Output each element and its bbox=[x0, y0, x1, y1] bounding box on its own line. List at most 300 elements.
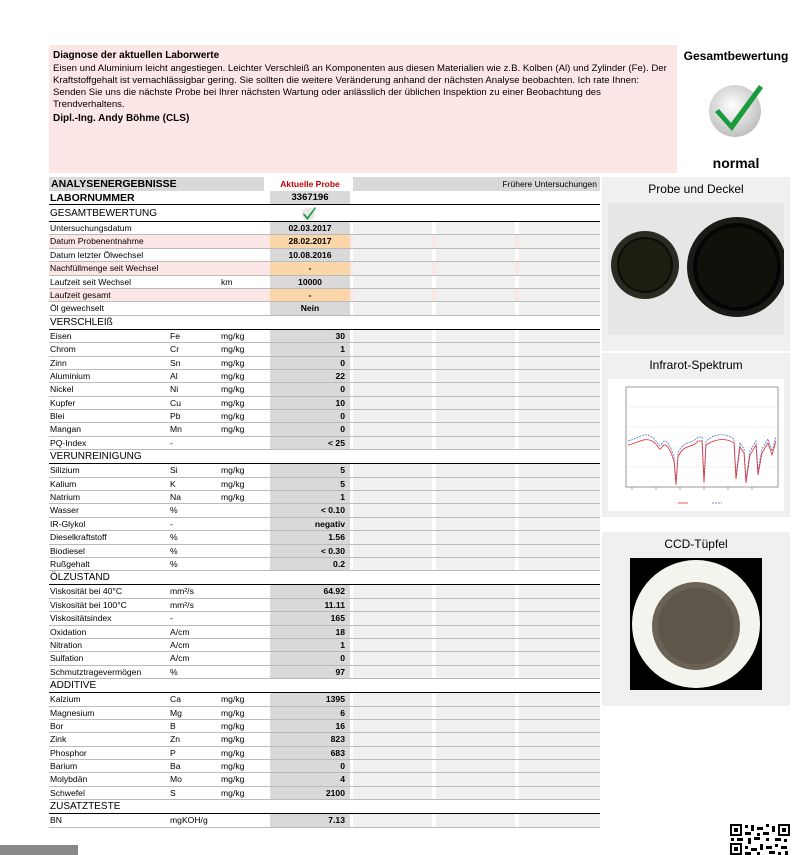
row-value: 7.13 bbox=[270, 814, 350, 826]
section-header bbox=[49, 571, 600, 585]
previous-value-2 bbox=[436, 357, 515, 369]
row-name: Kupfer bbox=[50, 397, 76, 408]
row-unit bbox=[221, 518, 269, 530]
previous-value-3 bbox=[519, 343, 600, 355]
overall-label: GESAMTBEWERTUNG bbox=[50, 208, 158, 219]
previous-value-3 bbox=[519, 787, 600, 799]
table-row bbox=[49, 639, 600, 652]
previous-value-2 bbox=[436, 343, 515, 355]
previous-value-3 bbox=[519, 478, 600, 490]
row-unit: mg/kg bbox=[221, 330, 245, 341]
row-unit: mg/kg bbox=[221, 720, 245, 731]
previous-value-1 bbox=[353, 464, 432, 476]
table-row bbox=[49, 585, 600, 598]
lab-number-row bbox=[49, 191, 600, 205]
previous-value-1 bbox=[353, 330, 432, 342]
row-symbol: Ba bbox=[170, 761, 181, 772]
previous-value-2 bbox=[436, 222, 515, 234]
previous-value-3 bbox=[519, 693, 600, 705]
previous-value-2 bbox=[436, 249, 515, 261]
row-symbol: Zn bbox=[170, 734, 181, 745]
previous-value-1 bbox=[353, 545, 432, 557]
row-name: Phosphor bbox=[50, 747, 87, 758]
row-value: 6 bbox=[270, 707, 350, 719]
row-unit bbox=[221, 612, 269, 624]
row-symbol: % bbox=[170, 505, 178, 516]
row-symbol: Fe bbox=[170, 330, 181, 341]
table-row bbox=[49, 410, 600, 423]
ccd-panel-title: CCD-Tüpfel bbox=[664, 537, 728, 551]
row-value: 0 bbox=[270, 383, 350, 395]
section-header bbox=[49, 679, 600, 693]
row-name: Nitration bbox=[50, 639, 82, 650]
previous-value-1 bbox=[353, 276, 432, 288]
table-row bbox=[49, 330, 600, 343]
previous-value-2 bbox=[436, 720, 515, 732]
row-name: Blei bbox=[50, 411, 65, 422]
previous-value-2 bbox=[436, 814, 515, 826]
row-value: - bbox=[270, 262, 350, 274]
info-row bbox=[49, 262, 600, 275]
row-symbol: - bbox=[170, 437, 173, 448]
previous-value-3 bbox=[519, 720, 600, 732]
row-unit: mg/kg bbox=[221, 424, 245, 435]
previous-value-2 bbox=[436, 478, 515, 490]
sample-panel-title: Probe und Deckel bbox=[648, 182, 744, 196]
row-value: 2100 bbox=[270, 787, 350, 799]
previous-value-3 bbox=[519, 558, 600, 570]
table-row bbox=[49, 437, 600, 450]
row-unit: mg/kg bbox=[221, 747, 245, 758]
row-name: Zinn bbox=[50, 357, 67, 368]
row-name: Wasser bbox=[50, 505, 79, 516]
previous-value-3 bbox=[519, 666, 600, 678]
row-value: 1 bbox=[270, 491, 350, 503]
previous-value-2 bbox=[436, 733, 515, 745]
row-symbol: mgKOH/g bbox=[170, 815, 208, 826]
row-unit bbox=[221, 302, 269, 314]
row-value: 10 bbox=[270, 397, 350, 409]
previous-value-1 bbox=[353, 518, 432, 530]
row-symbol: Ni bbox=[170, 384, 179, 395]
row-value: 22 bbox=[270, 370, 350, 382]
row-unit: mg/kg bbox=[221, 734, 245, 745]
row-value: 1.56 bbox=[270, 531, 350, 543]
diagnosis-box bbox=[49, 45, 677, 173]
table-row bbox=[49, 612, 600, 625]
row-symbol bbox=[170, 302, 218, 314]
table-row bbox=[49, 599, 600, 612]
info-row bbox=[49, 222, 600, 235]
info-row bbox=[49, 249, 600, 262]
previous-value-3 bbox=[519, 747, 600, 759]
row-symbol bbox=[170, 262, 218, 274]
previous-value-2 bbox=[436, 747, 515, 759]
previous-value-2 bbox=[436, 558, 515, 570]
previous-value-1 bbox=[353, 558, 432, 570]
row-value: 5 bbox=[270, 464, 350, 476]
section-title: VERSCHLEIß bbox=[50, 316, 113, 328]
rating-word: normal bbox=[712, 155, 760, 171]
previous-value-2 bbox=[436, 666, 515, 678]
previous-value-2 bbox=[436, 652, 515, 664]
row-value: 683 bbox=[270, 747, 350, 759]
qr-code-icon bbox=[730, 824, 790, 855]
row-name: Mangan bbox=[50, 424, 82, 435]
previous-value-3 bbox=[519, 410, 600, 422]
row-value: 10.08.2016 bbox=[270, 249, 350, 261]
row-value: 4 bbox=[270, 773, 350, 785]
row-unit bbox=[221, 289, 269, 301]
previous-value-2 bbox=[436, 760, 515, 772]
previous-value-3 bbox=[519, 491, 600, 503]
previous-value-2 bbox=[436, 423, 515, 435]
ccd-spot-image bbox=[630, 558, 762, 690]
row-unit: mg/kg bbox=[221, 478, 245, 489]
row-symbol: Pb bbox=[170, 411, 181, 422]
overall-rating bbox=[680, 45, 792, 173]
previous-value-3 bbox=[519, 626, 600, 638]
row-value: 0 bbox=[270, 410, 350, 422]
row-value: 165 bbox=[270, 612, 350, 624]
table-row bbox=[49, 531, 600, 544]
results-title: ANALYSENERGEBNISSE bbox=[49, 177, 264, 191]
previous-value-3 bbox=[519, 814, 600, 826]
footer-logo bbox=[0, 845, 78, 855]
row-value: 18 bbox=[270, 626, 350, 638]
diagnosis-text: Eisen und Aluminium leicht angestiegen. Leichter Verschleiß an Komponenten aus diesen Materialien wie z.B. Kolben (Al) und Zylinder (Fe). Der Kraftstoffgehalt ist vernachlässigbar gering. Sie sollten die weitere Veränderung anhand der nächsten Analyse beobachten. Ich rate Ihnen: Senden Sie uns die nächste Probe bei Ihrer nächsten Wartung oder anlässlich der üblichen Inspektion zu einer Beobachtung des Trendverhaltens. bbox=[53, 63, 667, 110]
row-symbol: Si bbox=[170, 465, 178, 476]
row-name: Viskosität bei 100°C bbox=[50, 599, 127, 610]
previous-value-1 bbox=[353, 693, 432, 705]
row-name: Laufzeit seit Wechsel bbox=[50, 276, 132, 287]
previous-value-2 bbox=[436, 787, 515, 799]
row-name: Untersuchungsdatum bbox=[50, 223, 132, 233]
row-value: 1 bbox=[270, 639, 350, 651]
row-unit: mg/kg bbox=[221, 411, 245, 422]
previous-value-1 bbox=[353, 626, 432, 638]
row-symbol bbox=[170, 235, 218, 247]
overall-row bbox=[49, 205, 600, 222]
row-unit: mg/kg bbox=[221, 694, 245, 705]
row-name: Öl gewechselt bbox=[50, 303, 104, 314]
sample-photo bbox=[608, 203, 784, 335]
row-value: 10000 bbox=[270, 276, 350, 288]
previous-value-3 bbox=[519, 707, 600, 719]
previous-value-2 bbox=[436, 302, 515, 314]
info-row bbox=[49, 276, 600, 289]
previous-value-3 bbox=[519, 222, 600, 234]
table-row bbox=[49, 504, 600, 517]
previous-value-3 bbox=[519, 585, 600, 597]
previous-value-2 bbox=[436, 491, 515, 503]
checkmark-icon bbox=[707, 79, 767, 139]
lab-number-value: 3367196 bbox=[270, 191, 350, 204]
row-value: 28.02.2017 bbox=[270, 235, 350, 247]
row-name: Molybdän bbox=[50, 774, 88, 785]
row-symbol: Al bbox=[170, 370, 178, 381]
previous-value-3 bbox=[519, 760, 600, 772]
row-value: 30 bbox=[270, 330, 350, 342]
row-unit: mg/kg bbox=[221, 492, 245, 503]
previous-value-3 bbox=[519, 249, 600, 261]
previous-value-3 bbox=[519, 370, 600, 382]
previous-value-1 bbox=[353, 491, 432, 503]
row-symbol: mm²/s bbox=[170, 599, 194, 610]
row-unit bbox=[221, 666, 269, 678]
row-symbol: Ca bbox=[170, 694, 181, 705]
row-value: 97 bbox=[270, 666, 350, 678]
row-value: 0 bbox=[270, 423, 350, 435]
row-value: 11.11 bbox=[270, 599, 350, 611]
info-row bbox=[49, 289, 600, 302]
row-symbol: Na bbox=[170, 492, 181, 503]
row-unit: mg/kg bbox=[221, 370, 245, 381]
previous-value-3 bbox=[519, 262, 600, 274]
row-symbol: % bbox=[170, 545, 178, 556]
table-row bbox=[49, 747, 600, 760]
row-unit: mg/kg bbox=[221, 344, 245, 355]
lab-number-label: LABORNUMMER bbox=[50, 192, 135, 204]
previous-value-1 bbox=[353, 302, 432, 314]
row-name: Aluminium bbox=[50, 370, 91, 381]
row-value: 0 bbox=[270, 652, 350, 664]
previous-value-2 bbox=[436, 518, 515, 530]
row-symbol: % bbox=[170, 532, 178, 543]
table-row bbox=[49, 343, 600, 356]
previous-value-2 bbox=[436, 773, 515, 785]
row-unit bbox=[221, 814, 269, 826]
row-name: Oxidation bbox=[50, 626, 87, 637]
previous-value-2 bbox=[436, 289, 515, 301]
row-unit bbox=[221, 249, 269, 261]
table-row bbox=[49, 370, 600, 383]
row-name: Magnesium bbox=[50, 707, 95, 718]
previous-value-1 bbox=[353, 370, 432, 382]
row-value: < 0.30 bbox=[270, 545, 350, 557]
row-name: Nickel bbox=[50, 384, 74, 395]
previous-value-1 bbox=[353, 222, 432, 234]
ir-panel-title: Infrarot-Spektrum bbox=[649, 358, 743, 372]
previous-value-2 bbox=[436, 397, 515, 409]
table-row bbox=[49, 760, 600, 773]
row-symbol bbox=[170, 249, 218, 261]
previous-value-2 bbox=[436, 235, 515, 247]
table-row bbox=[49, 464, 600, 477]
row-name: IR-Glykol bbox=[50, 518, 86, 529]
previous-value-1 bbox=[353, 747, 432, 759]
table-row bbox=[49, 357, 600, 370]
row-symbol: A/cm bbox=[170, 639, 190, 650]
row-name: Viskositätsindex bbox=[50, 613, 112, 624]
table-row bbox=[49, 423, 600, 436]
previous-value-1 bbox=[353, 612, 432, 624]
row-symbol: - bbox=[170, 613, 173, 624]
table-row bbox=[49, 787, 600, 800]
previous-value-1 bbox=[353, 733, 432, 745]
row-unit bbox=[221, 531, 269, 543]
previous-value-2 bbox=[436, 639, 515, 651]
row-name: Datum letzter Ölwechsel bbox=[50, 249, 144, 260]
previous-value-1 bbox=[353, 289, 432, 301]
previous-value-2 bbox=[436, 531, 515, 543]
section-header bbox=[49, 450, 600, 464]
row-unit: km bbox=[221, 276, 233, 287]
row-unit bbox=[221, 652, 269, 664]
row-name: Bor bbox=[50, 720, 64, 731]
row-value: 0 bbox=[270, 357, 350, 369]
previous-value-1 bbox=[353, 531, 432, 543]
row-unit bbox=[221, 626, 269, 638]
row-value: 0 bbox=[270, 760, 350, 772]
previous-value-1 bbox=[353, 666, 432, 678]
row-name: Viskosität bei 40°C bbox=[50, 586, 123, 597]
previous-value-1 bbox=[353, 707, 432, 719]
table-row bbox=[49, 626, 600, 639]
previous-value-2 bbox=[436, 612, 515, 624]
checkmark-icon bbox=[301, 206, 317, 221]
previous-value-2 bbox=[436, 504, 515, 516]
current-sample-label: Aktuelle Probe bbox=[280, 179, 340, 189]
results-table bbox=[49, 177, 600, 828]
row-value: 1395 bbox=[270, 693, 350, 705]
row-unit bbox=[221, 504, 269, 516]
row-unit bbox=[221, 222, 269, 234]
previous-value-1 bbox=[353, 599, 432, 611]
table-row bbox=[49, 397, 600, 410]
previous-value-3 bbox=[519, 504, 600, 516]
table-row bbox=[49, 733, 600, 746]
row-symbol bbox=[170, 222, 218, 234]
row-name: Nachfüllmenge seit Wechsel bbox=[50, 263, 159, 274]
previous-value-3 bbox=[519, 599, 600, 611]
row-symbol: Sn bbox=[170, 357, 181, 368]
previous-value-2 bbox=[436, 330, 515, 342]
row-unit: mg/kg bbox=[221, 384, 245, 395]
row-unit: mg/kg bbox=[221, 397, 245, 408]
row-value: 1 bbox=[270, 343, 350, 355]
previous-value-1 bbox=[353, 249, 432, 261]
row-unit: mg/kg bbox=[221, 761, 245, 772]
previous-value-2 bbox=[436, 626, 515, 638]
row-value: 02.03.2017 bbox=[270, 222, 350, 234]
previous-value-2 bbox=[436, 262, 515, 274]
row-name: Silizium bbox=[50, 465, 80, 476]
previous-value-3 bbox=[519, 652, 600, 664]
row-symbol: Cu bbox=[170, 397, 181, 408]
row-value: negativ bbox=[270, 518, 350, 530]
row-unit bbox=[221, 235, 269, 247]
table-row bbox=[49, 491, 600, 504]
row-unit bbox=[221, 585, 269, 597]
previous-value-1 bbox=[353, 773, 432, 785]
table-row bbox=[49, 773, 600, 786]
previous-value-1 bbox=[353, 262, 432, 274]
row-unit: mg/kg bbox=[221, 465, 245, 476]
previous-value-2 bbox=[436, 276, 515, 288]
previous-value-3 bbox=[519, 397, 600, 409]
row-name: Kalzium bbox=[50, 694, 81, 705]
previous-value-1 bbox=[353, 504, 432, 516]
table-row bbox=[49, 814, 600, 827]
previous-value-3 bbox=[519, 612, 600, 624]
previous-value-3 bbox=[519, 423, 600, 435]
row-symbol: A/cm bbox=[170, 653, 190, 664]
previous-value-3 bbox=[519, 289, 600, 301]
previous-value-1 bbox=[353, 437, 432, 449]
row-value: 64.92 bbox=[270, 585, 350, 597]
previous-value-2 bbox=[436, 599, 515, 611]
previous-value-1 bbox=[353, 410, 432, 422]
row-symbol bbox=[170, 276, 218, 288]
row-symbol: A/cm bbox=[170, 626, 190, 637]
row-unit: mg/kg bbox=[221, 357, 245, 368]
table-row bbox=[49, 720, 600, 733]
previous-value-3 bbox=[519, 302, 600, 314]
row-unit: mg/kg bbox=[221, 774, 245, 785]
previous-value-3 bbox=[519, 276, 600, 288]
previous-value-3 bbox=[519, 464, 600, 476]
table-row bbox=[49, 518, 600, 531]
row-unit bbox=[221, 599, 269, 611]
previous-value-3 bbox=[519, 773, 600, 785]
previous-value-2 bbox=[436, 410, 515, 422]
table-row bbox=[49, 693, 600, 706]
row-name: Biodiesel bbox=[50, 545, 85, 556]
previous-value-1 bbox=[353, 235, 432, 247]
previous-value-1 bbox=[353, 787, 432, 799]
info-row bbox=[49, 302, 600, 315]
previous-value-3 bbox=[519, 235, 600, 247]
previous-value-3 bbox=[519, 733, 600, 745]
row-name: Laufzeit gesamt bbox=[50, 289, 111, 300]
row-symbol: Mo bbox=[170, 774, 182, 785]
row-value: < 0.10 bbox=[270, 504, 350, 516]
section-header bbox=[49, 800, 600, 814]
row-unit bbox=[221, 558, 269, 570]
row-name: Datum Probenentnahme bbox=[50, 236, 144, 247]
diagnosis-title: Diagnose der aktuellen Laborwerte bbox=[53, 50, 220, 61]
row-value: 0.2 bbox=[270, 558, 350, 570]
row-symbol: P bbox=[170, 747, 176, 758]
previous-value-2 bbox=[436, 383, 515, 395]
previous-value-2 bbox=[436, 707, 515, 719]
table-row bbox=[49, 558, 600, 571]
ir-spectrum-image bbox=[608, 379, 784, 511]
row-symbol: Cr bbox=[170, 344, 180, 355]
previous-value-3 bbox=[519, 531, 600, 543]
ir-panel bbox=[602, 353, 790, 517]
row-symbol: Mg bbox=[170, 707, 182, 718]
row-symbol: % bbox=[170, 558, 178, 569]
row-name: Chrom bbox=[50, 344, 76, 355]
row-name: Zink bbox=[50, 734, 67, 745]
row-name: Sulfation bbox=[50, 653, 84, 664]
row-unit bbox=[221, 262, 269, 274]
previous-value-2 bbox=[436, 545, 515, 557]
row-symbol: % bbox=[170, 666, 178, 677]
row-value: - bbox=[270, 289, 350, 301]
previous-value-3 bbox=[519, 437, 600, 449]
previous-value-1 bbox=[353, 383, 432, 395]
row-name: PQ-Index bbox=[50, 437, 87, 448]
previous-value-1 bbox=[353, 397, 432, 409]
row-name: Schmutztragevermögen bbox=[50, 666, 142, 677]
row-unit: mg/kg bbox=[221, 707, 245, 718]
row-name: BN bbox=[50, 815, 62, 826]
table-row bbox=[49, 545, 600, 558]
previous-value-3 bbox=[519, 545, 600, 557]
